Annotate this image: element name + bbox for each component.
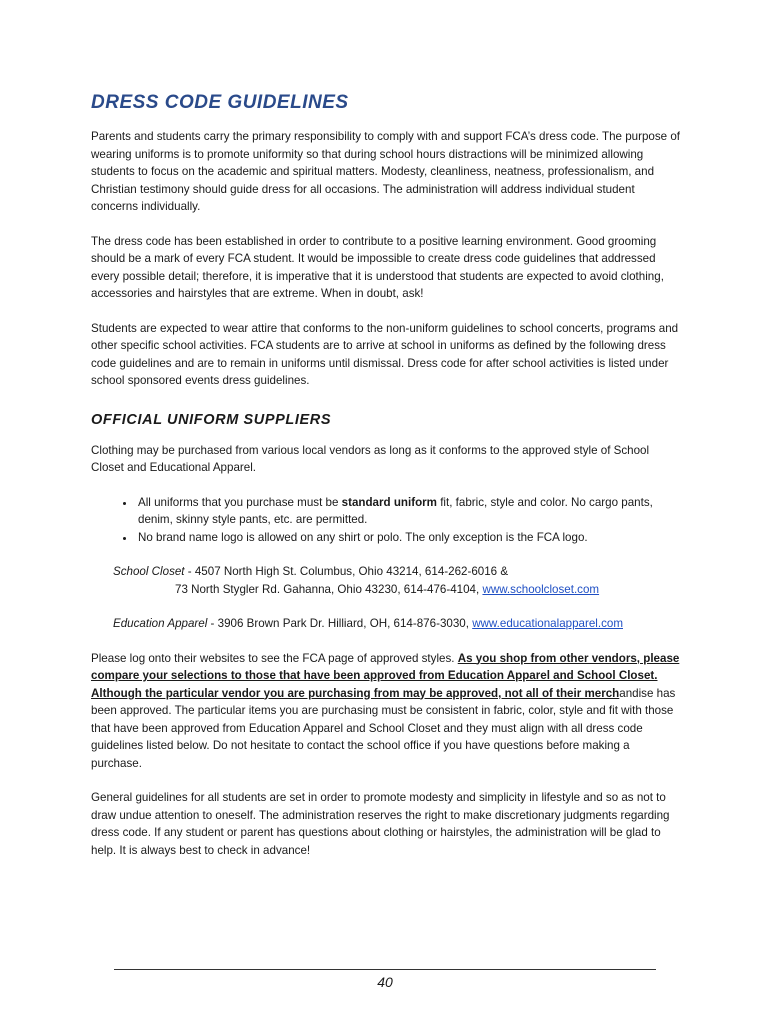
supplier-address: - 3906 Brown Park Dr. Hilliard, OH, 614-876-3030, [207, 617, 473, 630]
supplier-name: School Closet [113, 565, 185, 578]
education-apparel-link[interactable]: www.educationalapparel.com [472, 617, 623, 630]
general-guidelines-paragraph: General guidelines for all students are set in order to promote modesty and simplicity in lifestyle and so as not to draw undue attention to oneself. The administration reserves the right to make discretionary judgments regarding dress code. If any student or parent has questions about clothing or hairstyles, the administration will be glad to help. It is always best to check in advance! [91, 791, 670, 857]
list-item [136, 529, 683, 547]
page-number: 40 [377, 974, 393, 990]
supplier-school-closet [113, 563, 683, 598]
websites-paragraph [91, 650, 683, 773]
list-item [136, 494, 683, 529]
intro-paragraph: Parents and students carry the primary responsibility to comply with and support FCA’s dress code. The purpose of wearing uniforms is to promote uniformity so that during school hours distractions will be minimized allowing students to focus on the academic and spiritual matters. Modesty, cleanliness, neatness, professionalism, and Christian testimony should guide dress for all occasions. The administration will address individual student concerns individually. [91, 130, 680, 213]
uniform-rules-list [91, 494, 683, 547]
supplier-address-second [113, 581, 683, 599]
document-page [91, 92, 683, 876]
paragraph-text: Please log onto their websites to see the FCA page of approved styles. [91, 651, 458, 665]
suppliers-intro-paragraph: Clothing may be purchased from various local vendors as long as it conforms to the approved style of School Closet and Educational Apparel. [91, 443, 650, 474]
paragraph-text: andise has been approved. The particular items you are purchasing must be consistent in fabric, color, style and fit with those that have been approved from Education Apparel and School Closet and they must align with all dress code guidelines listed below. Do not hesitate to contact the school office if you have questions before making a purchase. [91, 686, 676, 770]
supplier-address-text: 73 North Stygler Rd. Gahanna, Ohio 43230, 614-476-4104, [175, 582, 483, 596]
non-uniform-paragraph: Students are expected to wear attire that conforms to the non-uniform guidelines to school concerts, programs and other specific school activities. FCA students are to arrive at school in uniforms as defined by the following dress code guidelines and are to remain in uniforms until dismissal. Dress code for after school activities is listed under school sponsored events dress guidelines. [91, 321, 679, 387]
supplier-education-apparel [113, 615, 683, 633]
page-title: DRESS CODE GUIDELINES [91, 92, 349, 113]
bullet-text: No brand name logo is allowed on any shirt or polo. The only exception is the FCA logo. [138, 530, 588, 544]
supplier-address: - 4507 North High St. Columbus, Ohio 43214, 614-262-6016 & [184, 565, 509, 578]
section-heading-suppliers: OFFICIAL UNIFORM SUPPLIERS [91, 411, 332, 428]
bullet-text: fit, fabric, style and color. No cargo pants, denim, skinny style pants, etc. are permitted. [138, 495, 653, 526]
supplier-name: Education Apparel [113, 617, 208, 630]
vendor-warning-text: As you shop from other vendors, please compare your selections to those that have been approved from Education Apparel and School Closet. Although the particular vendor you are purchasing from may be approved, not all of their merch [91, 651, 680, 700]
bullet-emphasis: standard uniform [341, 495, 437, 509]
school-closet-link[interactable]: www.schoolcloset.com [482, 582, 600, 596]
bullet-text: All uniforms that you purchase must be [138, 495, 342, 509]
dress-code-purpose-paragraph: The dress code has been established in order to contribute to a positive learning environment. Good grooming should be a mark of every FCA student. It would be impossible to create dress code guidelines that addressed every possible detail; therefore, it is imperative that it is understood that students are expected to avoid clothing, accessories and hairstyles that are extreme. When in doubt, ask! [91, 234, 664, 300]
footer-divider [114, 969, 656, 970]
